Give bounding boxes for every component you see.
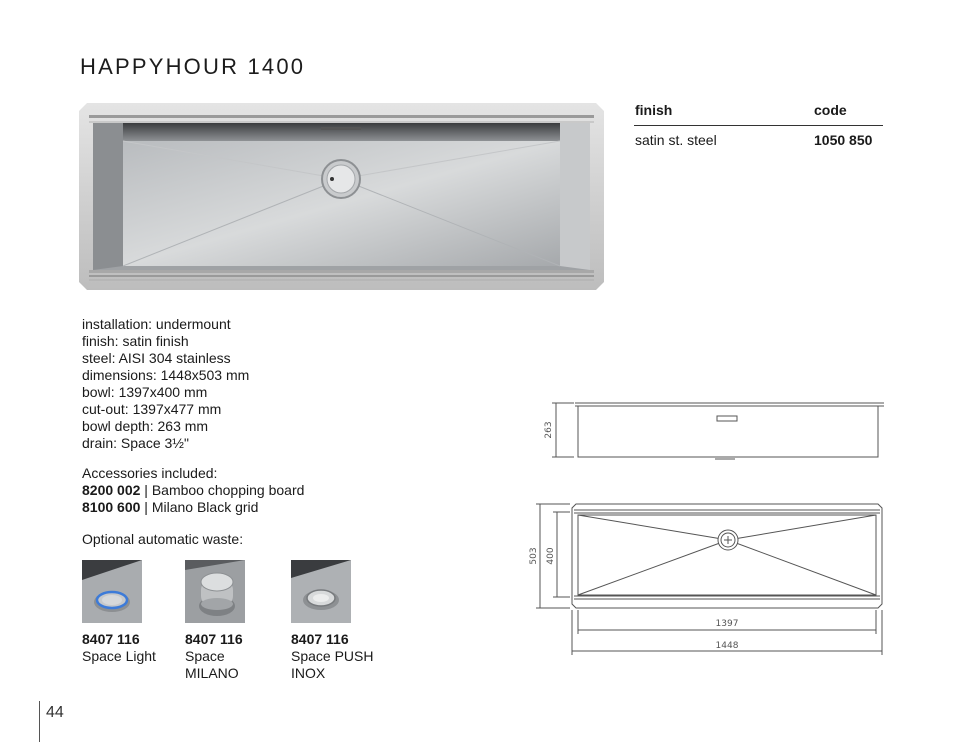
header-code: code (814, 102, 847, 118)
spec-finish: finish: satin finish (82, 333, 189, 349)
product-code: 8407 116 (185, 631, 243, 647)
spec-steel: steel: AISI 304 stainless (82, 350, 231, 366)
product-space-milano (185, 631, 243, 682)
dim-bowl-depth: 400 (546, 547, 556, 565)
table-row (634, 126, 883, 154)
dim-bowl-width: 1397 (715, 619, 739, 629)
dim-depth: 263 (544, 421, 554, 439)
specs-list (82, 316, 249, 452)
code-cell: 1050 850 (814, 132, 873, 148)
header-finish: finish (635, 102, 673, 118)
spec-drain: drain: Space 3½" (82, 435, 189, 451)
accessory-code: 8100 600 (82, 499, 141, 515)
spec-bowl-depth: bowl depth: 263 mm (82, 418, 209, 434)
space-light-drain-photo (82, 560, 142, 623)
page-number: 44 (46, 704, 64, 721)
page-number-divider (39, 701, 40, 742)
spec-dimensions: dimensions: 1448x503 mm (82, 367, 250, 383)
top-view-drawing (524, 498, 890, 656)
accessories-section (82, 465, 304, 516)
optional-heading: Optional automatic waste: (82, 531, 244, 547)
table-header (634, 100, 883, 126)
spec-installation: installation: undermount (82, 316, 231, 332)
spec-bowl: bowl: 1397x400 mm (82, 384, 208, 400)
finish-cell: satin st. steel (635, 132, 717, 148)
accessory-name: Bamboo chopping board (151, 482, 305, 498)
space-push-inox-drain-photo (291, 560, 351, 623)
product-name: Space Light (82, 648, 156, 664)
finish-code-table (634, 100, 883, 154)
accessory-separator: | (140, 499, 152, 515)
product-name: Space PUSH (291, 648, 374, 664)
product-name: Space (185, 648, 225, 664)
accessory-name: Milano Black grid (151, 499, 259, 515)
accessories-heading: Accessories included: (82, 465, 218, 481)
product-space-light (82, 631, 156, 665)
space-milano-drain-photo (185, 560, 245, 623)
product-code: 8407 116 (82, 631, 140, 647)
sink-photo (79, 103, 604, 290)
product-code: 8407 116 (291, 631, 349, 647)
accessory-code: 8200 002 (82, 482, 141, 498)
product-name-line2: INOX (291, 665, 326, 681)
page-title: HAPPYHOUR 1400 (80, 54, 306, 79)
side-view-drawing (530, 395, 890, 465)
accessory-item (82, 499, 304, 516)
product-space-push-inox (291, 631, 373, 682)
accessory-separator: | (140, 482, 152, 498)
dim-outer-depth: 503 (529, 547, 539, 565)
spec-cutout: cut-out: 1397x477 mm (82, 401, 222, 417)
accessory-item (82, 482, 304, 499)
product-name-line2: MILANO (185, 665, 239, 681)
dim-outer-width: 1448 (715, 641, 739, 651)
